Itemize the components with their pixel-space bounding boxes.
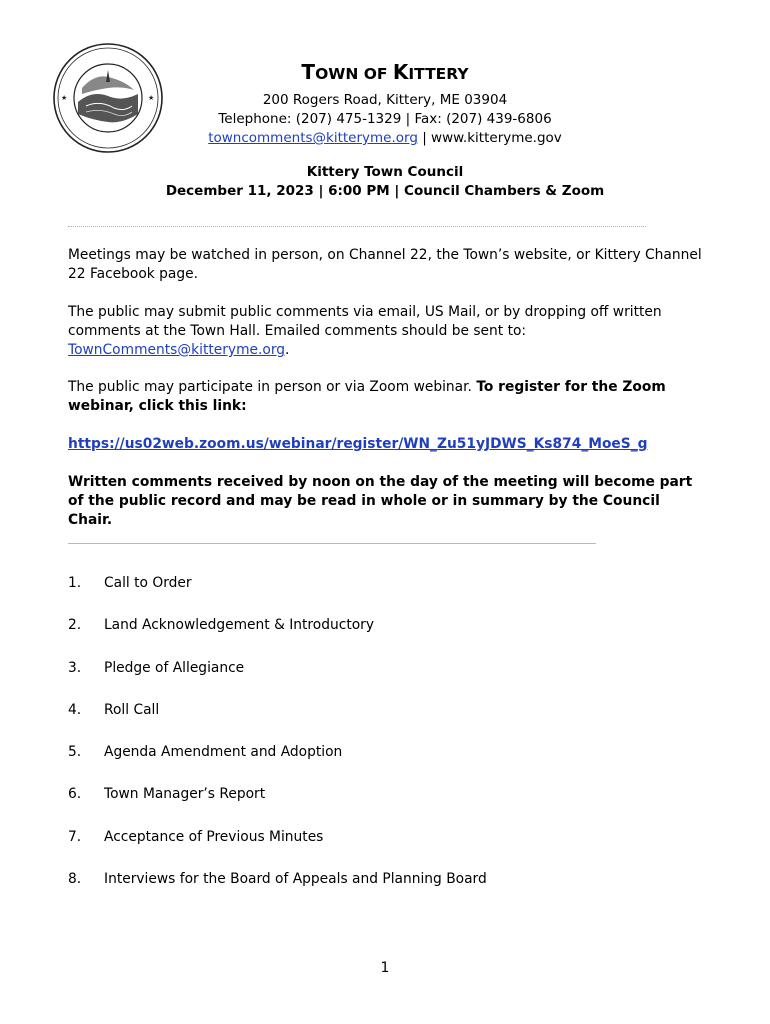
agenda-item-number: 5. (68, 744, 82, 761)
agenda-item-label: Roll Call (104, 701, 160, 718)
meeting-details: December 11, 2023 | 6:00 PM | Council Chambers & Zoom (165, 183, 605, 199)
written-notice: Written comments received by noon on the day of the meeting will become part of the public record and may be read in whole or in summary by the Council Chair. (68, 474, 693, 528)
agenda-item-label: Interviews for the Board of Appeals and Planning Board (104, 871, 487, 888)
website-text: | www.kitteryme.gov (417, 130, 562, 146)
agenda-item (68, 616, 688, 658)
zoom-register-link[interactable]: https://us02web.zoom.us/webinar/register/WN_Zu51yJDWS_Ks874_MoeS_g (68, 436, 648, 452)
letterhead (170, 60, 600, 148)
divider-bottom (68, 543, 596, 544)
agenda-item-number: 1. (68, 575, 82, 591)
comments-text: The public may submit public comments via email, US Mail, or by dropping off written comments at the Town Hall. Emailed comments should be sent to: (68, 304, 662, 339)
agenda-item-number: 8. (68, 871, 82, 888)
agenda-item-label: Town Manager’s Report (104, 786, 266, 803)
agenda-item-label: Acceptance of Previous Minutes (104, 828, 324, 845)
comments-paragraph (68, 303, 708, 360)
comments-suffix: . (285, 342, 290, 358)
meeting-info (100, 163, 670, 201)
agenda-item-label: Pledge of Allegiance (104, 659, 245, 676)
participate-text: The public may participate in person or via Zoom webinar. (68, 379, 477, 395)
address-line: 200 Rogers Road, Kittery, ME 03904 (262, 92, 508, 108)
divider-top (68, 226, 646, 227)
town-seal-icon (52, 42, 164, 154)
agenda-item (68, 701, 688, 743)
zoom-link-paragraph (68, 435, 708, 454)
participate-bold-text: To register for the Zoom webinar, click this link: (68, 379, 666, 414)
participate-paragraph (68, 378, 708, 416)
agenda-item-number: 6. (68, 786, 82, 803)
svg-text:★: ★ (148, 94, 155, 102)
agenda-item (68, 828, 688, 870)
agenda-item (68, 659, 688, 701)
agenda-item-number: 7. (68, 828, 82, 845)
agenda-item-number: 2. (68, 617, 82, 634)
agenda-item (68, 870, 688, 912)
town-title: TOWN OF KITTERY (301, 60, 469, 84)
meeting-body: Kittery Town Council (306, 164, 464, 180)
page-number: 1 (380, 960, 390, 976)
svg-text:★: ★ (61, 94, 68, 102)
agenda-item-label: Call to Order (104, 575, 192, 591)
agenda-item-label: Agenda Amendment and Adoption (104, 744, 343, 761)
contact-line (170, 129, 600, 148)
watch-paragraph: Meetings may be watched in person, on Channel 22, the Town’s website, or Kittery Channel 22 Facebook page. (68, 247, 702, 282)
agenda-item (68, 785, 688, 827)
phone-fax-line: Telephone: (207) 475-1329 | Fax: (207) 439-6806 (218, 111, 552, 127)
email-link[interactable]: towncomments@kitteryme.org (208, 130, 418, 146)
agenda-item-label: Land Acknowledgement & Introductory (104, 617, 375, 634)
comments-email-link[interactable]: TownComments@kitteryme.org (68, 342, 286, 358)
agenda-item-number: 4. (68, 701, 82, 718)
agenda-list (68, 574, 688, 912)
agenda-item (68, 574, 688, 616)
agenda-item-number: 3. (68, 659, 82, 676)
agenda-item (68, 743, 688, 785)
